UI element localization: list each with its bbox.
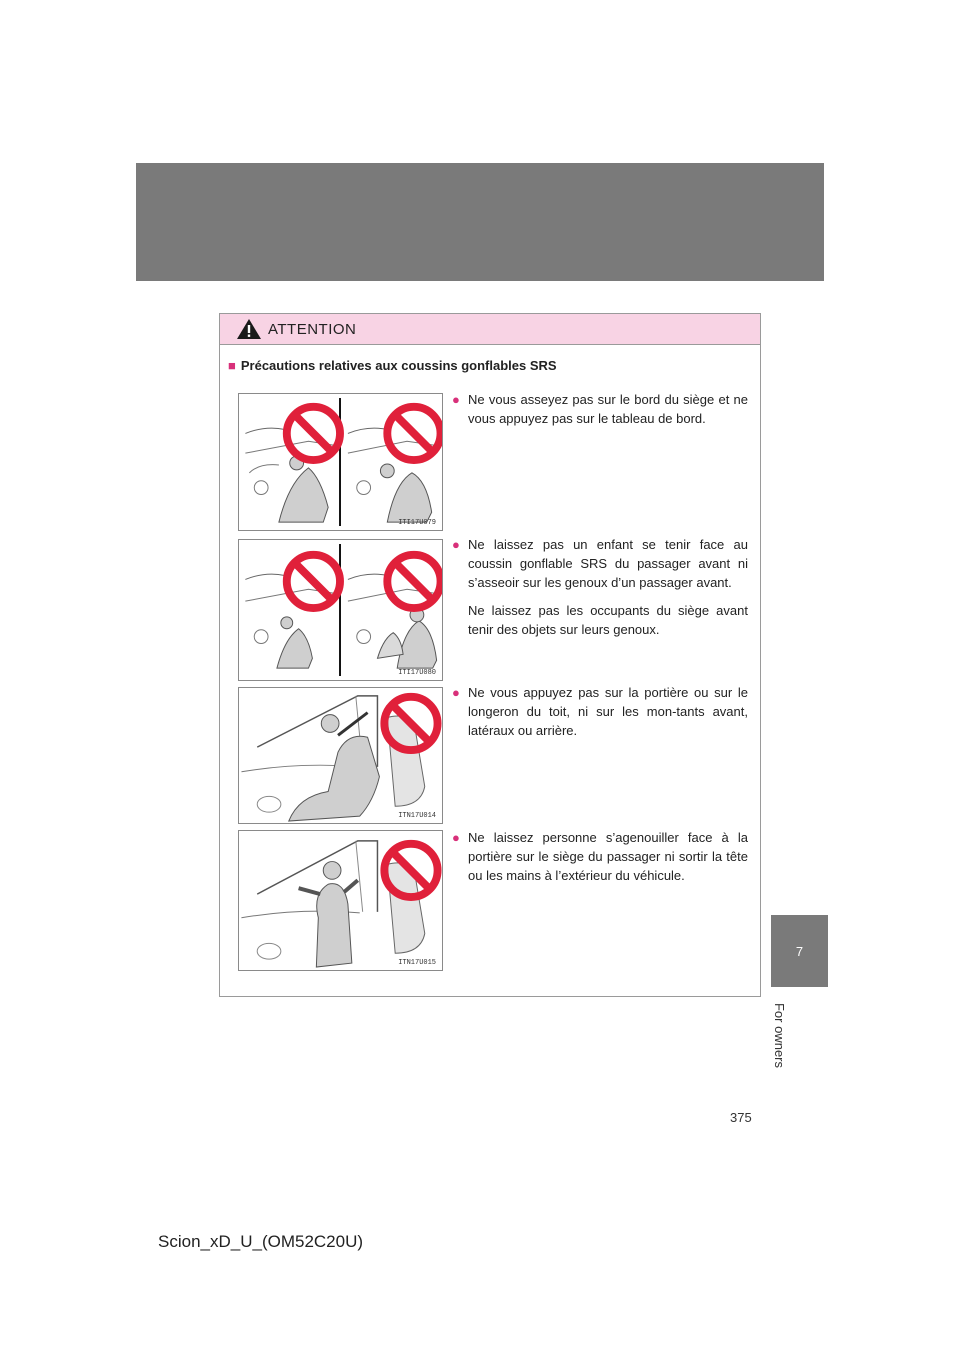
- warning-header: [220, 314, 760, 345]
- bullet-item-2: [452, 535, 748, 639]
- chapter-tab: 7: [771, 915, 828, 987]
- bullet-item-3: [452, 683, 748, 740]
- header-band: [136, 163, 824, 281]
- section-title-text: Précautions relatives aux coussins gonflables SRS: [240, 358, 557, 373]
- image-code: ITN17U015: [398, 959, 436, 967]
- bullet-text: Ne vous asseyez pas sur le bord du siège et ne vous appuyez pas sur le tableau de bord.: [468, 392, 748, 426]
- prohibition-icon: [287, 407, 340, 460]
- chapter-label: [760, 995, 800, 1075]
- bullet-dot-icon: ●: [452, 537, 460, 552]
- bullet-item-1: [452, 390, 748, 428]
- footer-code: Scion_xD_U_(OM52C20U): [158, 1232, 364, 1251]
- bullet-item-4: [452, 828, 748, 885]
- bullet-note: Ne laissez pas les occupants du siège avant tenir des objets sur leurs genoux.: [468, 603, 748, 637]
- illustration-kneeling-seat: [239, 831, 442, 970]
- section-title: [228, 358, 557, 373]
- illustration-leaning-dashboard: [239, 394, 442, 530]
- bullet-text: Ne laissez personne s’agenouiller face à la portière sur le siège du passager ni sortir la tête ou les mains à l’extérieur du véhicule.: [468, 830, 748, 883]
- bullet-text: Ne laissez pas un enfant se tenir face au coussin gonflable SRS du passager avant ni s’asseoir sur les genoux d’un passager avant.: [468, 537, 748, 590]
- prohibition-icon: [387, 407, 440, 460]
- warning-triangle-icon: [236, 318, 262, 340]
- illustration-panel-2: [238, 539, 443, 681]
- bullet-dot-icon: ●: [452, 685, 460, 700]
- illustration-panel-4: [238, 830, 443, 971]
- image-code: ITI17U079: [398, 519, 436, 527]
- warning-title: ATTENTION: [268, 320, 357, 338]
- bullet-text: Ne vous appuyez pas sur la portière ou sur le longeron du toit, ni sur les mon-tants avant, latéraux ou arrière.: [468, 685, 748, 738]
- prohibition-icon: [287, 555, 340, 608]
- illustration-child-airbag: [239, 540, 442, 680]
- bullet-dot-icon: ●: [452, 830, 460, 845]
- image-code: ITN17U014: [398, 812, 436, 820]
- illustration-panel-3: [238, 687, 443, 824]
- illustration-panel-1: [238, 393, 443, 531]
- image-code: ITI17U080: [398, 669, 436, 677]
- illustration-leaning-door: [239, 688, 442, 823]
- chapter-label-text: For owners: [772, 1002, 788, 1068]
- bullet-dot-icon: ●: [452, 392, 460, 407]
- section-square-icon: ■: [228, 358, 236, 373]
- page-number: 375: [730, 1110, 752, 1125]
- warning-box: [219, 313, 761, 997]
- prohibition-icon: [387, 555, 440, 608]
